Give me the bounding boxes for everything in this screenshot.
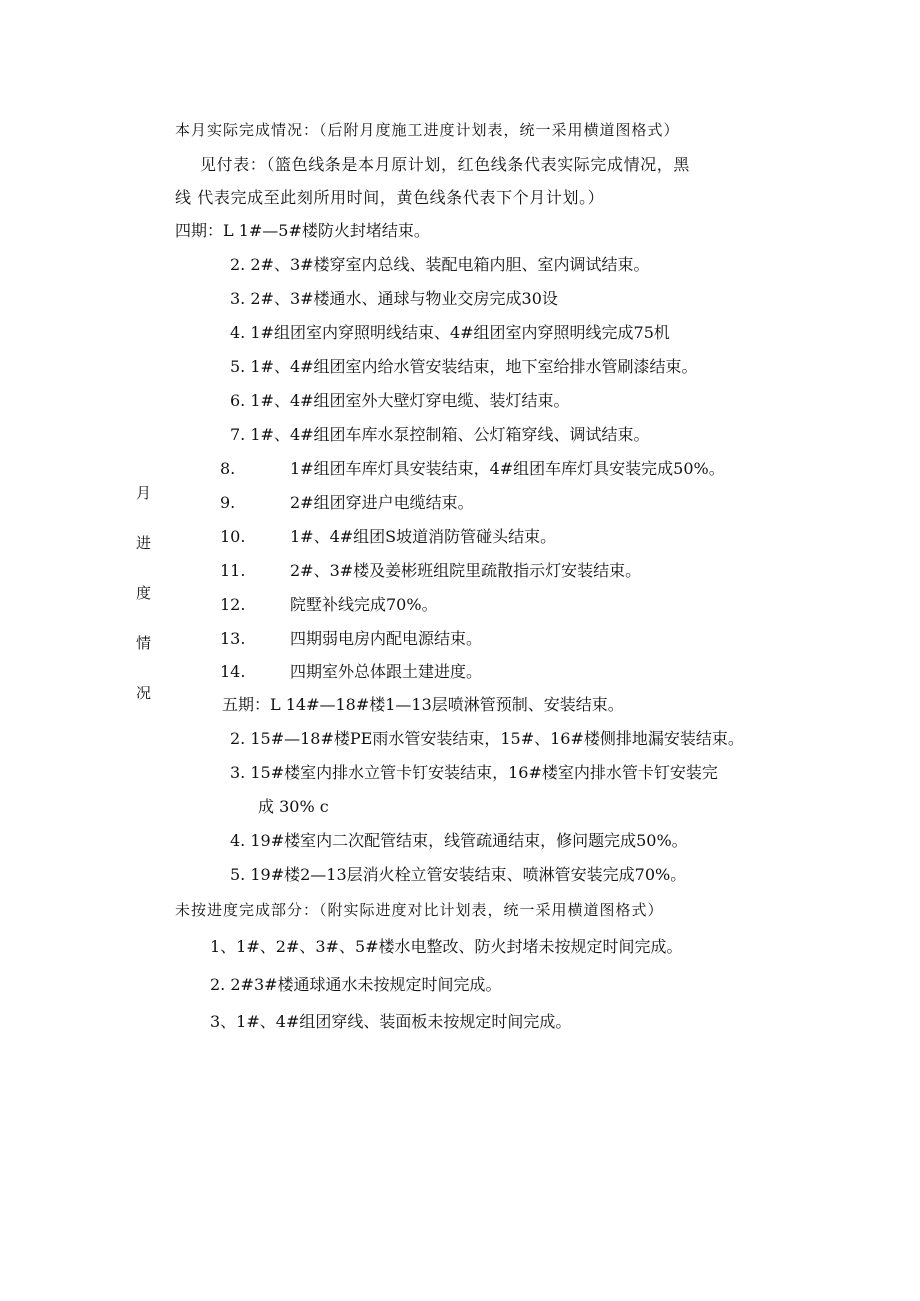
side-label-char-1: 月	[136, 484, 152, 502]
phase4-item-9-text: 2#组团穿进户电缆结束。	[290, 493, 474, 512]
phase4-item-3: 3. 2#、3#楼通水、通球与物业交房完成30设	[230, 289, 558, 308]
phase4-item-12-number: 12.	[220, 595, 246, 614]
phase5-item-3-line-2: 成 30% c	[258, 797, 329, 816]
phase5-item-3-line-1: 3. 15#楼室内排水立管卡钉安装结束，16#楼室内排水管卡钉安装完	[230, 763, 718, 782]
phase4-item-9-number: 9.	[220, 493, 236, 512]
phase4-item-11-text: 2#、3#楼及姜彬班组院里疏散指示灯安装结束。	[290, 561, 642, 580]
phase4-item-7: 7. 1#、4#组团车库水泵控制箱、公灯箱穿线、调试结束。	[230, 425, 650, 444]
phase4-title: 四期：L 1#—5#楼防火封堵结束。	[175, 221, 430, 240]
side-label-char-3: 度	[136, 584, 152, 602]
side-label-char-2: 进	[136, 534, 152, 552]
phase5-item-5: 5. 19#楼2—13层消火栓立管安装结束、喷淋管安装完成70%。	[230, 865, 687, 884]
phase4-item-12-text: 院墅补线完成70%。	[290, 595, 438, 614]
phase4-item-11-number: 11.	[220, 561, 246, 580]
phase4-item-10-text: 1#、4#组团S坡道消防管碰头结束。	[290, 527, 557, 546]
phase4-item-2: 2. 2#、3#楼穿室内总线、装配电箱内胆、室内调试结束。	[230, 255, 650, 274]
phase5-title: 五期：L 14#—18#楼1—13层喷淋管预制、安装结束。	[222, 695, 624, 714]
phase4-item-4: 4. 1#组团室内穿照明线结束、4#组团室内穿照明线完成75机	[230, 323, 670, 342]
unfinished-item-1: 1、1#、2#、3#、5#楼水电整改、防火封堵未按规定时间完成。	[210, 937, 683, 956]
phase4-item-10-number: 10.	[220, 527, 246, 546]
section-header-actual: 本月实际完成情况：（后附月度施工进度计划表，统一采用横道图格式）	[175, 121, 680, 139]
side-label-char-5: 况	[136, 684, 152, 702]
phase4-item-6: 6. 1#、4#组团室外大壁灯穿电缆、装灯结束。	[230, 391, 570, 410]
side-label-char-4: 情	[136, 634, 152, 652]
phase4-item-13-text: 四期弱电房内配电源结束。	[290, 629, 483, 648]
phase4-item-8-number: 8.	[220, 459, 236, 478]
phase5-item-4: 4. 19#楼室内二次配管结束，线管疏通结束，修问题完成50%。	[230, 831, 688, 850]
phase4-item-14-text: 四期室外总体跟土建进度。	[290, 662, 483, 681]
note-line-2: 线 代表完成至此刻所用时间，黄色线条代表下个月计划。）	[175, 188, 605, 207]
unfinished-item-2: 2. 2#3#楼通球通水未按规定时间完成。	[210, 975, 502, 994]
phase4-item-13-number: 13.	[220, 629, 246, 648]
phase4-item-5: 5. 1#、4#组团室内给水管安装结束，地下室给排水管刷漆结束。	[230, 357, 698, 376]
phase4-item-8-text: 1#组团车库灯具安装结束，4#组团车库灯具安装完成50%。	[290, 459, 725, 478]
section-header-unfinished: 未按进度完成部分：（附实际进度对比计划表，统一采用横道图格式）	[175, 901, 664, 919]
phase4-item-14-number: 14.	[220, 662, 246, 681]
phase5-item-2: 2. 15#—18#楼PE雨水管安装结束，15#、16#楼侧排地漏安装结束。	[230, 729, 744, 748]
unfinished-item-3: 3、1#、4#组团穿线、装面板未按规定时间完成。	[210, 1012, 572, 1031]
note-line-1: 见付表：（篮色线条是本月原计划，红色线条代表实际完成情况，黑	[200, 155, 691, 174]
